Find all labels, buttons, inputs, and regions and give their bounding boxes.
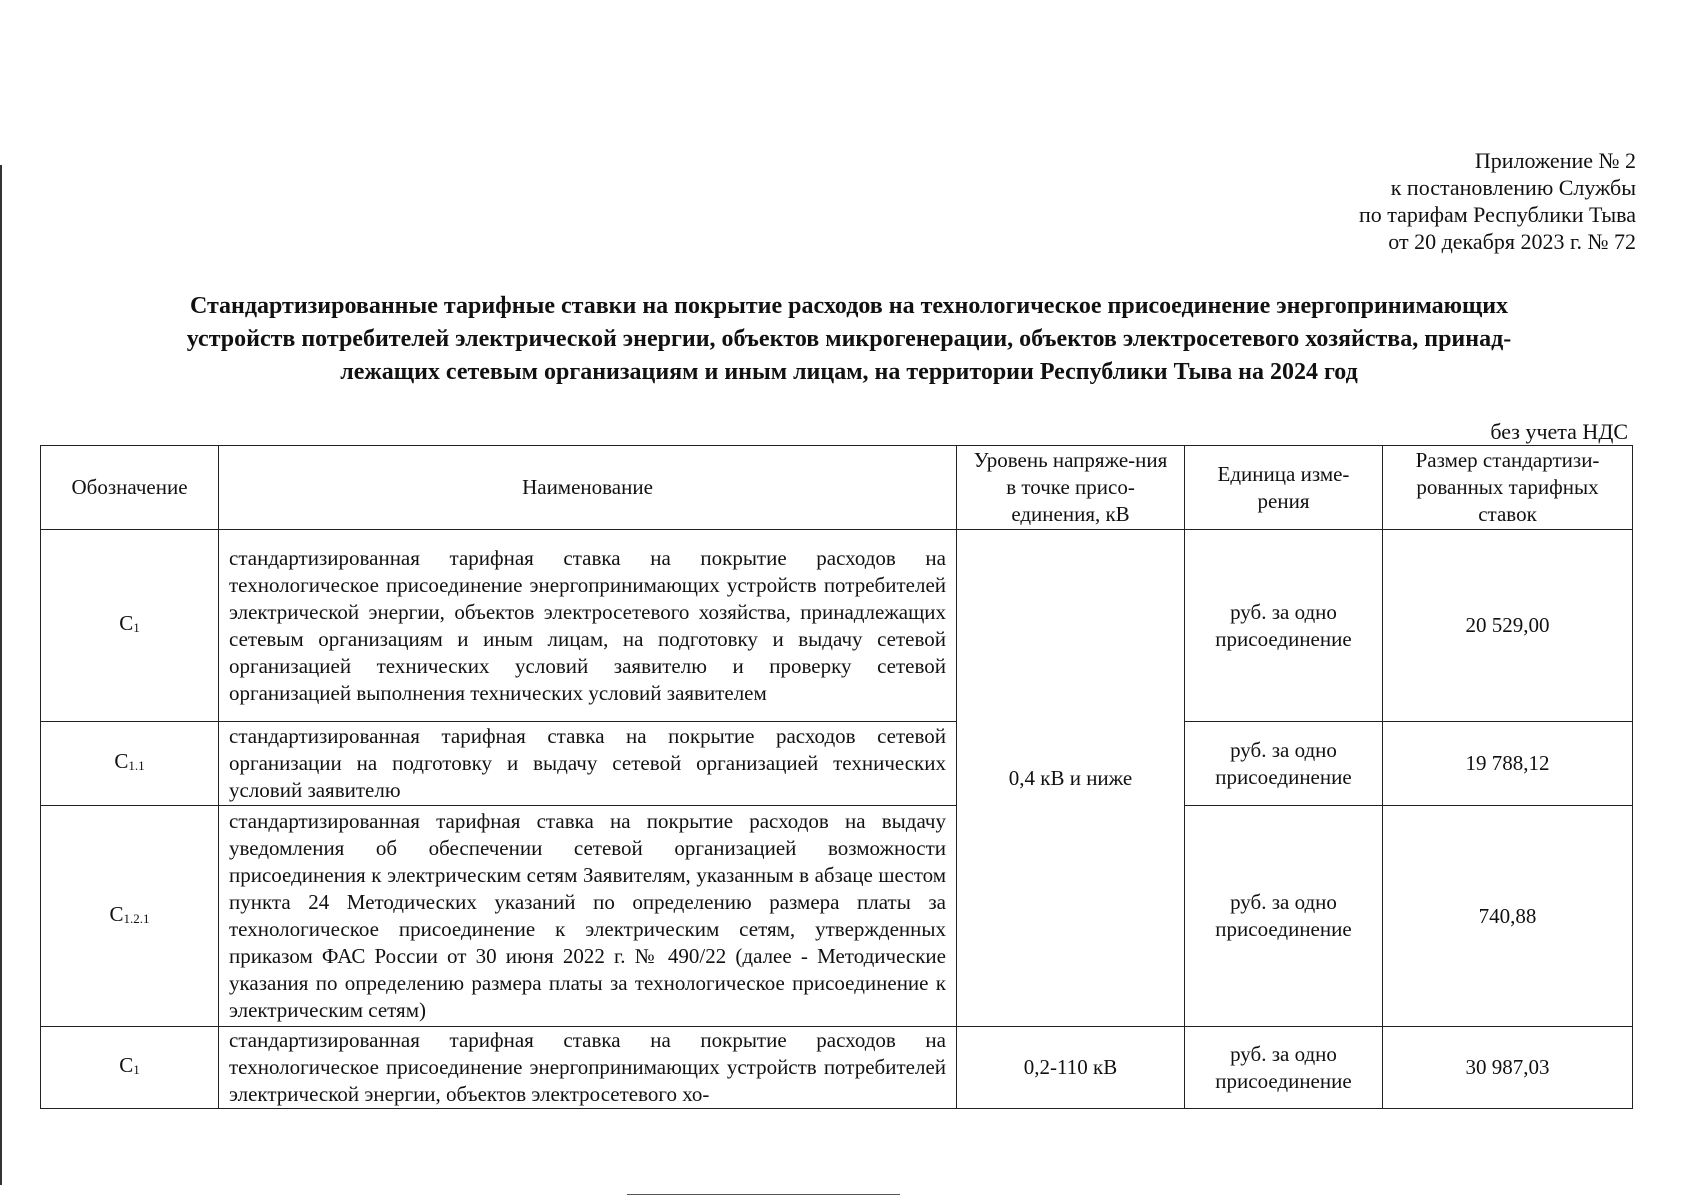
rate-value: 20 529,00 <box>1383 530 1633 722</box>
rate-code: С <box>119 1053 134 1077</box>
scan-bottom-line <box>627 1194 900 1195</box>
vat-note: без учета НДС <box>1490 419 1628 444</box>
appendix-line: от 20 декабря 2023 г. № 72 <box>1388 229 1636 254</box>
rate-name: стандартизированная тарифная ставка на покрытие расходов на технологическое присоединение энергопринимающих устройств потребителей электрической энергии, объектов электросетевого хозяйства, принадлежащих сетевым организациям и иным лицам, на подготовку и выдачу сетевой организацией технических условий заявителю и проверку сетевой организацией выполнения технических условий заявителем <box>219 530 957 722</box>
unit: руб. за одно присоединение <box>1185 806 1383 1027</box>
table-row <box>41 1027 1633 1109</box>
rate-value: 740,88 <box>1383 806 1633 1027</box>
rate-name: стандартизированная тарифная ставка на покрытие расходов на выдачу уведомления об обеспечении сетевой организацией возможности присоединения к электрическим сетям Заявителям, указанным в абзаце шестом пункта 24 Методических указаний по определению размера платы за технологическое присоединение к электрическим сетям, утвержденных приказом ФАС России от 30 июня 2022 г. № 490/22 (далее - Методические указания по определению размера платы за технологическое присоединение к электрическим сетям) <box>219 806 957 1027</box>
rate-value: 19 788,12 <box>1383 722 1633 806</box>
table-row <box>41 530 1633 722</box>
rate-value: 30 987,03 <box>1383 1027 1633 1109</box>
appendix-line: Приложение № 2 <box>1474 148 1636 173</box>
rate-code-subscript: 1 <box>133 1062 140 1077</box>
rate-code-cell <box>41 1027 219 1109</box>
title-line: лежащих сетевым организациям и иным лицам, на территории Республики Тыва на 2024 год <box>340 359 1358 385</box>
rate-name: стандартизированная тарифная ставка на покрытие расходов на технологическое присоединение энергопринимающих устройств потребителей электрической энергии, объектов электросетевого хо- <box>229 1028 946 1106</box>
unit: руб. за одно присоединение <box>1185 530 1383 722</box>
rate-code: С <box>114 749 129 773</box>
rate-code-cell <box>41 806 219 1027</box>
rate-code-subscript: 1.1 <box>128 758 145 773</box>
table-row <box>41 806 1633 1027</box>
voltage-level: 0,2-110 кВ <box>957 1027 1185 1109</box>
unit: руб. за одно присоединение <box>1185 1027 1383 1109</box>
scan-left-edge-line <box>0 165 2 1185</box>
table-header-row <box>41 446 1633 530</box>
unit: руб. за одно присоединение <box>1185 722 1383 806</box>
rate-name: стандартизированная тарифная ставка на покрытие расходов сетевой организации на подготовку и выдачу сетевой организацией технических условий заявителю <box>219 722 957 806</box>
header-value: Размер стандартизи-рованных тарифных ставок <box>1383 446 1633 530</box>
table-row <box>41 722 1633 806</box>
title-line: Стандартизированные тарифные ставки на покрытие расходов на технологическое присоединение энергопринимающих <box>189 293 1509 319</box>
tariff-table <box>40 445 1633 1109</box>
document-title <box>40 290 1658 389</box>
rate-code-subscript: 1.2.1 <box>123 910 150 926</box>
header-code: Обозначение <box>41 446 219 530</box>
header-name: Наименование <box>219 446 957 530</box>
rate-code: С <box>109 901 124 926</box>
header-voltage: Уровень напряже-ния в точке присо-единения, кВ <box>957 446 1185 530</box>
rate-name-cell <box>219 1027 957 1109</box>
appendix-line: к постановлению Службы <box>1390 175 1636 200</box>
title-line: устройств потребителей электрической энергии, объектов микрогенерации, объектов электросетевого хозяйства, принад- <box>186 326 1512 352</box>
header-unit: Единица изме-рения <box>1185 446 1383 530</box>
rate-code-subscript: 1 <box>133 620 140 635</box>
appendix-reference <box>1359 147 1636 255</box>
rate-code: С <box>119 611 134 635</box>
rate-code-cell <box>41 530 219 722</box>
voltage-level: 0,4 кВ и ниже <box>957 530 1185 1027</box>
rate-code-cell <box>41 722 219 806</box>
appendix-line: по тарифам Республики Тыва <box>1359 202 1636 227</box>
